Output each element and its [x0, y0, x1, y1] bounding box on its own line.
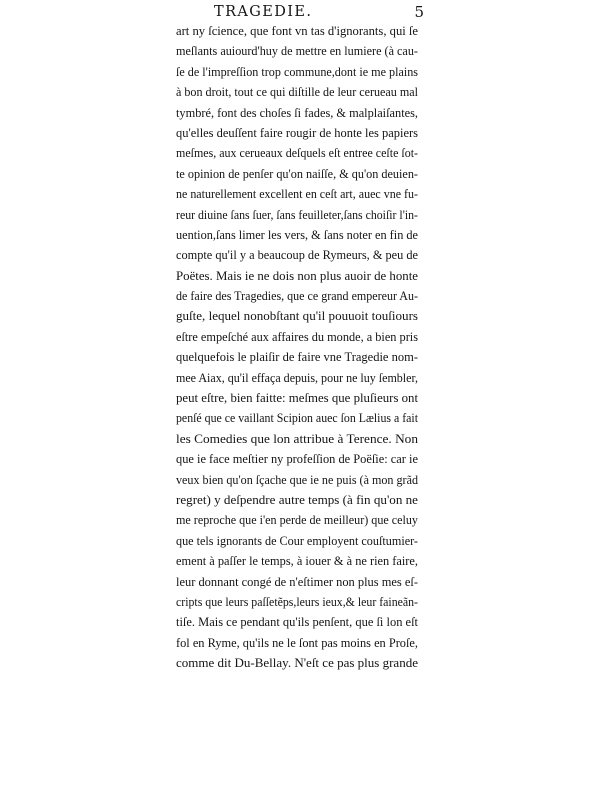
text-line-content: regret) y deſpendre autre temps (à fin qu'on ne	[176, 492, 418, 507]
text-line-content: me reproche que i'en perde de meilleur) que celuy	[176, 513, 418, 528]
text-line	[176, 470, 418, 490]
page-header	[178, 4, 424, 22]
text-line-content: de faire des Tragedies, que ce grand empereur Au-	[176, 289, 418, 304]
text-line-content: ſe de l'impreſſion trop commune,dont ie me plains	[176, 64, 418, 79]
text-line-content: meſmes, aux cerueaux deſquels eſt entree ceſte ſot-	[176, 146, 419, 161]
text-line	[176, 82, 418, 102]
text-line	[176, 449, 418, 469]
running-title: TRAGEDIE.	[214, 4, 313, 20]
text-line-content: les Comedies que lon attribue à Terence. Non	[176, 431, 419, 446]
text-line	[176, 123, 418, 143]
text-line	[176, 266, 418, 286]
text-line	[176, 510, 418, 530]
text-line-content: fol en Ryme, qu'ils ne le ſont pas moins en Proſe,	[176, 635, 419, 650]
text-line-content: veux bien qu'on ſçache que ie ne puis (à mon grãd	[176, 472, 418, 487]
text-line-content: guſte, lequel nonobſtant qu'il pouuoit touſiours	[176, 309, 418, 324]
text-line-content: art ny ſcience, que font vn tas d'ignorants, qui ſe	[176, 24, 419, 38]
text-line-content: qu'elles deuſſent faire rougir de honte les papiers	[176, 125, 419, 140]
text-line-content: peut eſtre, bien faitte: meſmes que pluſieurs ont	[176, 391, 419, 406]
text-line-content: ement à paſſer le temps, à iouer & à ne rien faire,	[176, 554, 419, 569]
text-line	[176, 368, 418, 388]
text-line	[176, 612, 418, 632]
text-line	[176, 531, 418, 551]
text-line	[176, 490, 418, 510]
text-line-content: ne naturellement excellent en ceſt art, auec vne fu-	[176, 187, 419, 202]
text-line	[176, 164, 418, 184]
text-line	[176, 103, 418, 123]
text-line-content: eſtre empeſché aux affaires du monde, a bien pris	[176, 329, 419, 344]
text-line-content: compte qu'il y a beaucoup de Rymeurs, & peu de	[176, 248, 418, 263]
text-line-content: uention,ſans limer les vers, & ſans noter en fin de	[176, 227, 419, 242]
text-line	[176, 551, 418, 571]
text-line	[176, 21, 418, 41]
text-line	[176, 184, 418, 204]
text-line-content: tymbré, font des choſes ſi fades, & malplaiſantes,	[176, 105, 418, 120]
text-line	[176, 592, 418, 612]
text-line	[176, 245, 418, 265]
text-line	[176, 62, 418, 82]
text-line	[176, 286, 418, 306]
text-line	[176, 347, 418, 367]
text-line-content: comme dit Du-Bellay. N'eſt ce pas plus grande	[176, 656, 418, 671]
text-line	[176, 429, 418, 449]
text-line-content: mee Aiax, qu'il effaça depuis, pour ne luy ſembler,	[176, 370, 418, 385]
text-line-content: quelquefois le plaiſir de faire vne Tragedie nom-	[176, 350, 419, 365]
text-line	[176, 653, 418, 673]
text-line	[176, 408, 418, 428]
text-line	[176, 143, 418, 163]
text-line-content: meſlants auiourd'huy de mettre en lumiere (à cau-	[176, 44, 418, 59]
text-line	[176, 225, 418, 245]
text-line-content: penſé que ce vaillant Scipion auec ſon Lælius a fait	[176, 411, 419, 426]
text-line	[176, 388, 418, 408]
text-line-content: reur diuine ſans ſuer, ſans feuilleter,ſans choiſir l'in-	[176, 207, 419, 222]
page-number: 5	[414, 3, 424, 21]
text-block	[176, 21, 418, 674]
text-line-content: Poëtes. Mais ie ne dois non plus auoir de honte	[176, 268, 418, 283]
text-line-content: que ie face meſtier ny profeſſion de Poëſie: car ie	[176, 452, 418, 467]
text-line-content: à bon droit, tout ce qui diſtille de leur cerueau mal	[176, 85, 418, 100]
text-line	[176, 205, 418, 225]
text-line-content: leur donnant congé de n'eſtimer non plus mes eſ-	[176, 574, 418, 589]
text-line	[176, 633, 418, 653]
text-line	[176, 41, 418, 61]
text-line-content: cripts que leurs paſſetẽps,leurs ieux,& leur faineãn-	[176, 594, 419, 609]
text-line	[176, 306, 418, 326]
text-line	[176, 572, 418, 592]
text-line-content: tiſe. Mais ce pendant qu'ils penſent, que ſi lon eſt	[176, 615, 419, 630]
text-line-content: que tels ignorants de Cour employent couſtumier-	[176, 533, 418, 548]
text-line-content: te opinion de penſer qu'on naiſſe, & qu'on deuien-	[176, 166, 418, 181]
text-line	[176, 327, 418, 347]
